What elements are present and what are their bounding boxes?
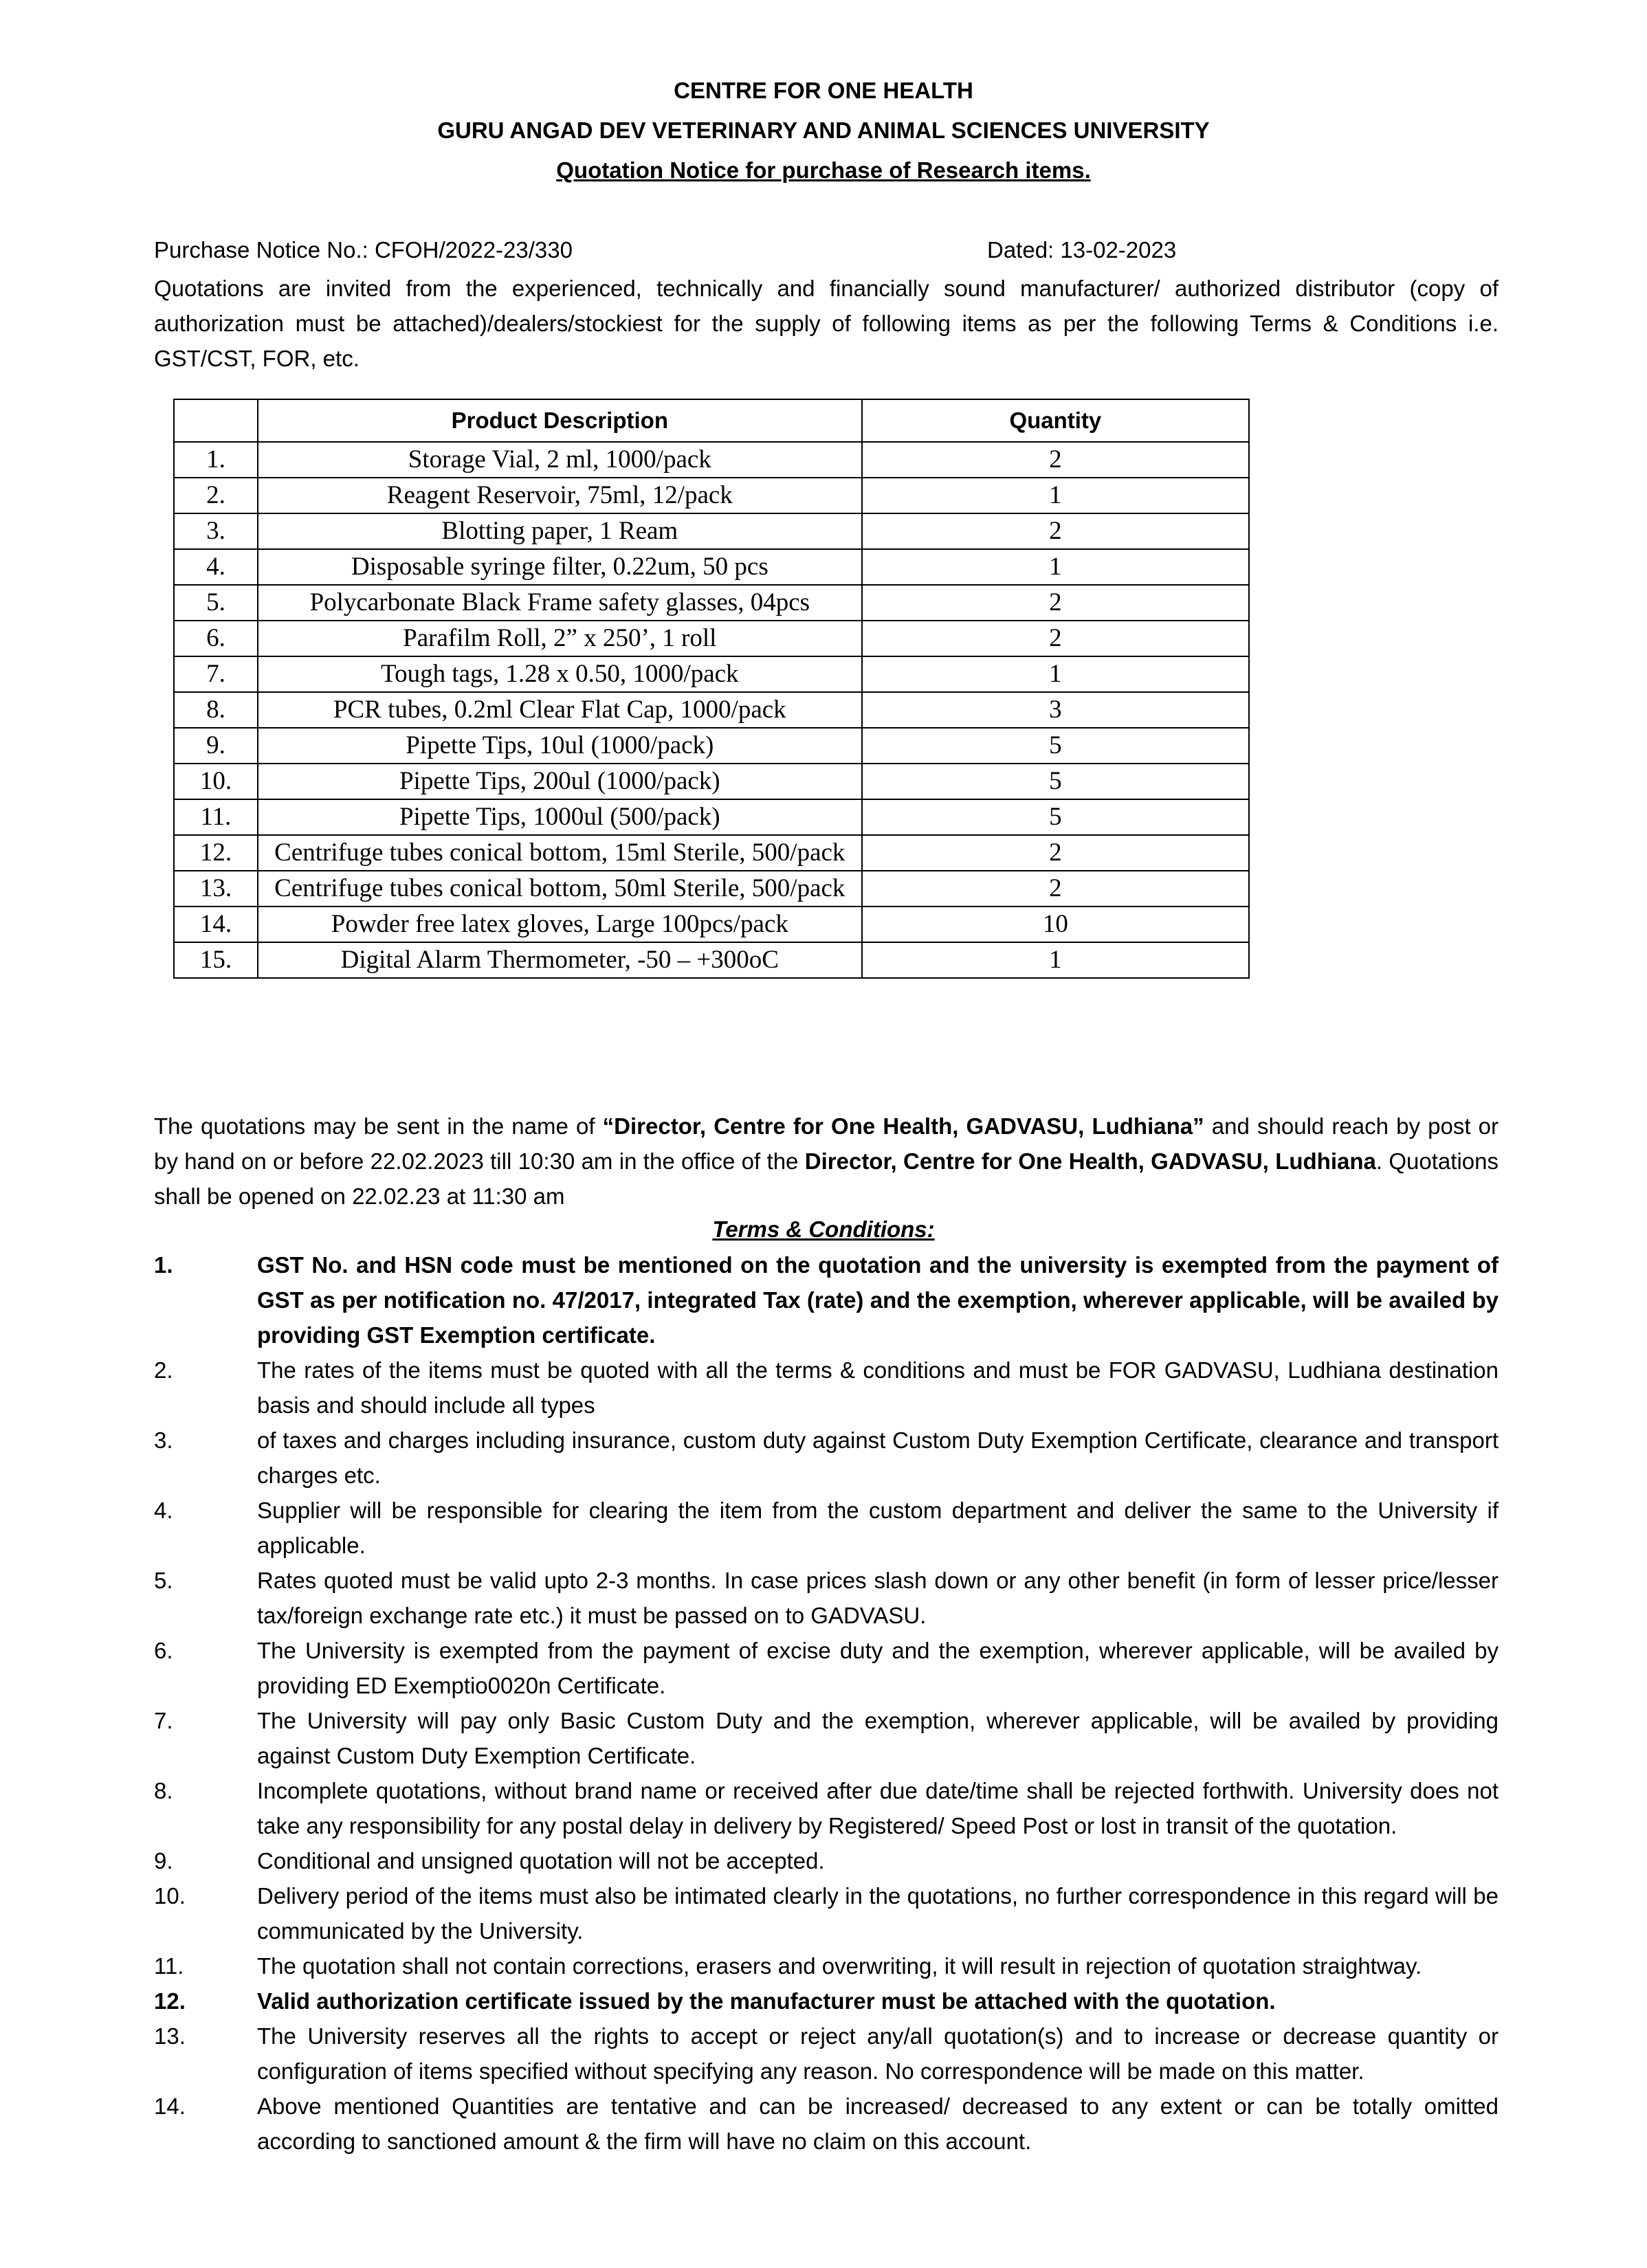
term-number: 2.: [154, 1357, 173, 1383]
table-row: [174, 799, 1249, 835]
term-text: Supplier will be responsible for clearing the item from the custom department and deliver the same to the University if applicable.: [257, 1498, 1499, 1558]
term-text: The University reserves all the rights to accept or reject any/all quotation(s) and to increase or decrease quantity or configuration of items specified without specifying any reason. No correspondence will be made on this matter.: [257, 2023, 1499, 2084]
term-text: of taxes and charges including insurance, custom duty against Custom Duty Exemption Certificate, clearance and transport charges etc.: [257, 1427, 1499, 1488]
term-number: 9.: [154, 1848, 173, 1874]
table-row: [174, 942, 1249, 978]
table-row: [174, 478, 1249, 513]
item-description: Pipette Tips, 1000ul (500/pack): [258, 799, 862, 835]
table-row: [174, 728, 1249, 764]
item-quantity: 1: [862, 478, 1249, 513]
item-serial: 12.: [174, 835, 258, 871]
item-serial: 11.: [174, 799, 258, 835]
term-number: 5.: [154, 1568, 173, 1593]
item-serial: 15.: [174, 942, 258, 978]
notice-date: Dated: 13-02-2023: [987, 237, 1177, 263]
item-serial: 7.: [174, 656, 258, 692]
table-row: [174, 871, 1249, 907]
term-text: The University is exempted from the payment of excise duty and the exemption, wherever applicable, will be availed by providing ED Exemptio0020n Certificate.: [257, 1638, 1499, 1698]
terms-heading: Terms & Conditions:: [712, 1216, 935, 1242]
table-body: [174, 442, 1249, 978]
term-item: [154, 1563, 1499, 1633]
table-row: [174, 442, 1249, 478]
intro-paragraph: Quotations are invited from the experienced, technically and financially sound manufacturer/ authorized distributor (copy of authorization must be attached)/dealers/stockiest for the supply of following items as per the following Terms & Conditions i.e. GST/CST, FOR, etc.: [154, 276, 1499, 371]
term-item: [154, 1878, 1499, 1948]
item-serial: 4.: [174, 549, 258, 585]
item-description: Powder free latex gloves, Large 100pcs/pack: [258, 907, 862, 942]
column-header-serial: [174, 399, 258, 442]
submission-text-1: The quotations may be sent in the name of: [154, 1113, 603, 1139]
term-item: [154, 1423, 1499, 1493]
item-description: Centrifuge tubes conical bottom, 15ml Sterile, 500/pack: [258, 835, 862, 871]
table-row: [174, 656, 1249, 692]
item-quantity: 5: [862, 728, 1249, 764]
terms-list: [154, 1247, 1499, 2159]
item-quantity: 2: [862, 442, 1249, 478]
items-table: [173, 399, 1250, 979]
term-number: 1.: [154, 1252, 173, 1278]
item-serial: 6.: [174, 621, 258, 656]
item-quantity: 5: [862, 764, 1249, 799]
notice-title: Quotation Notice for purchase of Research items.: [556, 157, 1091, 183]
term-item: [154, 2019, 1499, 2089]
item-description: Storage Vial, 2 ml, 1000/pack: [258, 442, 862, 478]
table-header-row: [174, 399, 1249, 442]
term-text: Rates quoted must be valid upto 2-3 months. In case prices slash down or any other benefit (in form of lesser price/lesser tax/foreign exchange rate etc.) it must be passed on to GADVASU.: [257, 1568, 1499, 1628]
term-text: The University will pay only Basic Custom Duty and the exemption, wherever applicable, will be availed by providing against Custom Duty Exemption Certificate.: [257, 1708, 1499, 1768]
term-number: 10.: [154, 1883, 186, 1909]
table-row: [174, 513, 1249, 549]
term-item: [154, 1247, 1499, 1353]
item-quantity: 2: [862, 835, 1249, 871]
table-row: [174, 764, 1249, 799]
term-item: [154, 1633, 1499, 1703]
item-quantity: 2: [862, 585, 1249, 621]
item-serial: 1.: [174, 442, 258, 478]
term-number: 6.: [154, 1638, 173, 1663]
submission-text-3: . Quotations shall be opened on 22.02.23 at 11:30 am: [154, 1148, 1499, 1209]
term-text: Delivery period of the items must also be intimated clearly in the quotations, no further correspondence in this regard will be communicated by the University.: [257, 1883, 1499, 1944]
term-number: 8.: [154, 1778, 173, 1803]
item-serial: 3.: [174, 513, 258, 549]
item-serial: 10.: [174, 764, 258, 799]
term-item: [154, 1493, 1499, 1563]
term-text: Above mentioned Quantities are tentative and can be increased/ decreased to any extent or can be totally omitted according to sanctioned amount & the firm will have no claim on this account.: [257, 2093, 1499, 2154]
item-description: Digital Alarm Thermometer, -50 – +300oC: [258, 942, 862, 978]
term-text: Conditional and unsigned quotation will not be accepted.: [257, 1848, 825, 1874]
item-serial: 9.: [174, 728, 258, 764]
item-description: Blotting paper, 1 Ream: [258, 513, 862, 549]
term-number: 14.: [154, 2093, 186, 2119]
term-text: Incomplete quotations, without brand name or received after due date/time shall be rejected forthwith. University does not take any responsibility for any postal delay in delivery by Registered/ Speed Post or lost in transit of the quotation.: [257, 1778, 1499, 1838]
item-description: Reagent Reservoir, 75ml, 12/pack: [258, 478, 862, 513]
term-text: The quotation shall not contain corrections, erasers and overwriting, it will result in rejection of quotation straightway.: [257, 1953, 1422, 1979]
table-row: [174, 585, 1249, 621]
term-number: 3.: [154, 1427, 173, 1453]
item-description: PCR tubes, 0.2ml Clear Flat Cap, 1000/pack: [258, 692, 862, 728]
table-row: [174, 907, 1249, 942]
term-text: The rates of the items must be quoted with all the terms & conditions and must be FOR GADVASU, Ludhiana destination basis and should include all types: [257, 1357, 1499, 1418]
item-description: Polycarbonate Black Frame safety glasses, 04pcs: [258, 585, 862, 621]
item-serial: 8.: [174, 692, 258, 728]
term-item: [154, 1773, 1499, 1843]
table-row: [174, 835, 1249, 871]
item-serial: 2.: [174, 478, 258, 513]
item-description: Pipette Tips, 200ul (1000/pack): [258, 764, 862, 799]
term-number: 13.: [154, 2023, 186, 2049]
term-item: [154, 2089, 1499, 2159]
item-quantity: 1: [862, 549, 1249, 585]
table-row: [174, 692, 1249, 728]
notice-meta-row: [154, 235, 1499, 265]
term-item: [154, 1948, 1499, 1983]
term-number: 7.: [154, 1708, 173, 1733]
term-text: GST No. and HSN code must be mentioned on the quotation and the university is exempted from the payment of GST as per notification no. 47/2017, integrated Tax (rate) and the exemption, wherever applicable, will be availed by providing GST Exemption certificate.: [257, 1252, 1499, 1348]
item-serial: 13.: [174, 871, 258, 907]
submission-office: Director, Centre for One Health, GADVASU, Ludhiana: [804, 1148, 1376, 1174]
item-description: Disposable syringe filter, 0.22um, 50 pcs: [258, 549, 862, 585]
item-quantity: 3: [862, 692, 1249, 728]
item-quantity: 10: [862, 907, 1249, 942]
item-description: Parafilm Roll, 2” x 250’, 1 roll: [258, 621, 862, 656]
term-item: [154, 1703, 1499, 1773]
item-description: Centrifuge tubes conical bottom, 50ml Sterile, 500/pack: [258, 871, 862, 907]
table-row: [174, 549, 1249, 585]
item-description: Pipette Tips, 10ul (1000/pack): [258, 728, 862, 764]
item-quantity: 2: [862, 871, 1249, 907]
table-row: [174, 621, 1249, 656]
term-text: Valid authorization certificate issued by the manufacturer must be attached with the quotation.: [257, 1988, 1276, 2014]
item-quantity: 1: [862, 656, 1249, 692]
column-header-description: Product Description: [258, 399, 862, 442]
item-serial: 5.: [174, 585, 258, 621]
term-item: [154, 1353, 1499, 1423]
term-number: 12.: [154, 1988, 186, 2014]
item-description: Tough tags, 1.28 x 0.50, 1000/pack: [258, 656, 862, 692]
term-number: 11.: [154, 1953, 184, 1979]
university-title: GURU ANGAD DEV VETERINARY AND ANIMAL SCIENCES UNIVERSITY: [437, 118, 1210, 143]
item-serial: 14.: [174, 907, 258, 942]
item-quantity: 5: [862, 799, 1249, 835]
item-quantity: 2: [862, 513, 1249, 549]
column-header-quantity: Quantity: [862, 399, 1249, 442]
submission-paragraph: [154, 1109, 1499, 1214]
submission-text-2: and should reach by post or by hand on or before 22.02.2023 till 10:30 am in the office of the: [154, 1113, 1499, 1174]
item-quantity: 2: [862, 621, 1249, 656]
term-number: 4.: [154, 1498, 173, 1523]
item-quantity: 1: [862, 942, 1249, 978]
submission-addressee: “Director, Centre for One Health, GADVASU, Ludhiana”: [602, 1113, 1204, 1139]
term-item: [154, 1983, 1499, 2019]
purchase-notice-number: Purchase Notice No.: CFOH/2022-23/330: [154, 237, 573, 263]
term-item: [154, 1843, 1499, 1878]
organization-title: CENTRE FOR ONE HEALTH: [674, 78, 973, 103]
